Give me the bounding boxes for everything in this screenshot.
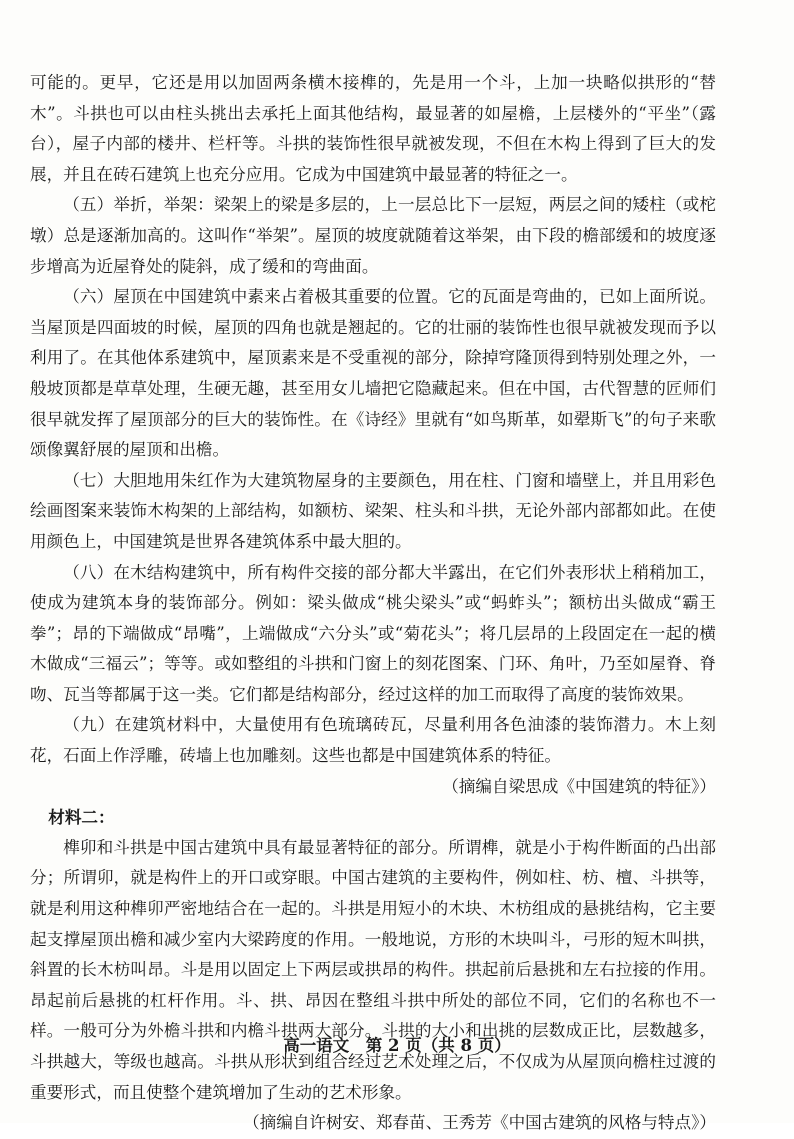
paragraph-ornament: （八）在木结构建筑中，所有构件交接的部分都大半露出，在它们外表形状上稍稍加工，使成为建筑本身的装饰部分。例如：梁头做成“桃尖梁头”或“蚂蚱头”；额枋出头做成“霸王拳”；昂的下端做成“昂嘴”，上端做成“六分头”或“菊花头”；将几层昂的上段固定在一起的横木做成“三福云”；等等。或如整组的斗拱和门窗上的刻花图案、门环、角叶，乃至如屋脊、脊吻、瓦当等都属于这一类。它们都是结构部分，经过这样的加工而取得了高度的装饰效果。 xyxy=(30,562,716,704)
page-footer: 高一语文 第 2 页（共 8 页） xyxy=(283,1036,511,1055)
paragraph-bracket-continuation: 可能的。更早，它还是用以加固两条横木接榫的，先是用一个斗，上加一块略似拱形的“替木”。斗拱也可以由柱头挑出去承托上面其他结构，最显著的如屋檐，上层楼外的“平坐”（露台），屋子内部的楼井、栏杆等。斗拱的装饰性很早就被发现，不但在木构上得到了巨大的发展，并且在砖石建筑上也充分应用。它成为中国建筑中最显著的特征之一。 xyxy=(30,73,716,184)
paragraph-mortise-bracket: 榫卯和斗拱是中国古建筑中具有最显著特征的部分。所谓榫，就是小于构件断面的凸出部分；所谓卯，就是构件上的开口或穿眼。中国古建筑的主要构件，例如柱、枋、檀、斗拱等，就是利用这种榫卯严密地结合在一起的。斗拱是用短小的木块、木枋组成的悬挑结构，它主要起支撑屋顶出檐和减少室内大梁跨度的作用。一般地说，方形的木块叫斗，弓形的短木叫拱，斜置的长木枋叫昂。斗是用以固定上下两层或拱昂的构件。拱起前后悬挑和左右拉接的作用。昂起前后悬挑的杠杆作用。斗、拱、昂因在整组斗拱中所处的部位不同，它们的名称也不一样。一般可分为外檐斗拱和内檐斗拱两大部分。斗拱的大小和出挑的层数成正比，层数越多，斗拱越大，等级也越高。斗拱从形状到组合经过艺术处理之后，不仅成为从屋顶向檐柱过渡的重要形式，而且使整个建筑增加了生动的艺术形象。 xyxy=(30,837,716,1102)
paragraph-color: （七）大胆地用朱红作为大建筑物屋身的主要颜色，用在柱、门窗和墙壁上，并且用彩色绘画图案来装饰木构架的上部结构，如额枋、梁架、柱头和斗拱，无论外部内部都如此。在使用颜色上，中国建筑是世界各建筑体系中最大胆的。 xyxy=(30,470,716,551)
paragraph-materials: （九）在建筑材料中，大量使用有色琉璃砖瓦，尽量利用各色油漆的装饰潜力。木上刻花，石面上作浮雕，砖墙上也加雕刻。这些也都是中国建筑体系的特征。 xyxy=(30,715,716,766)
material-two-heading: 材料二： xyxy=(48,807,115,828)
source-citation-2: （摘编自许树安、郑春苗、王秀芳《中国古建筑的风格与特点》） xyxy=(243,1113,716,1133)
paragraph-roof: （六）屋顶在中国建筑中素来占着极其重要的位置。它的瓦面是弯曲的，已如上面所说。当屋顶是四面坡的时候，屋顶的四角也就是翘起的。它的壮丽的装饰性也很早就被发现而予以利用了。在其他体系建筑中，屋顶素来是不受重视的部分，除掉穹隆顶得到特别处理之外，一般坡顶都是草草处理，生硬无趣，甚至用女儿墙把它隐藏起来。但在中国，古代智慧的匠师们很早就发挥了屋顶部分的巨大的装饰性。在《诗经》里就有“如鸟斯革，如翚斯飞”的句子来歌颂像翼舒展的屋顶和出檐。 xyxy=(30,287,716,460)
article-body xyxy=(30,68,716,1139)
paragraph-jujia: （五）举折，举架：梁架上的梁是多层的，上一层总比下一层短，两层之间的矮柱（或柁墩）总是逐渐加高的。这叫作“举架”。屋顶的坡度就随着这举架，由下段的檐部缓和的坡度逐步增高为近屋脊处的陡斜，成了缓和的弯曲面。 xyxy=(30,195,716,276)
source-citation-1: （摘编自梁思成《中国建筑的特征》） xyxy=(442,776,716,796)
